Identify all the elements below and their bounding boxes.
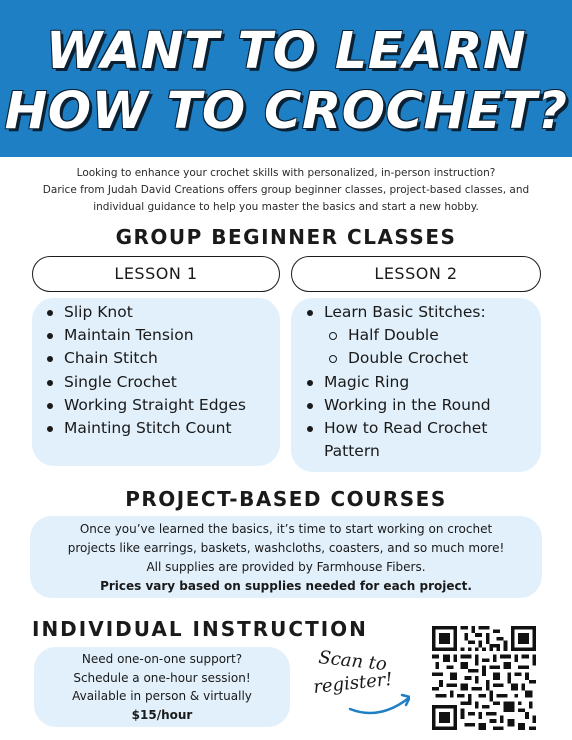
list-item: Maintain Tension bbox=[44, 324, 246, 347]
intro-line: Looking to enhance your crochet skills with personalized, in-person instruction? bbox=[76, 167, 496, 179]
list-item: Single Crochet bbox=[44, 371, 246, 394]
list-item: Working Straight Edges bbox=[44, 394, 246, 417]
project-line: projects like earrings, baskets, washcloths, coasters, and so much more! bbox=[67, 541, 505, 555]
individual-description bbox=[34, 650, 290, 724]
project-pricing-note: Prices vary based on supplies needed for each project. bbox=[100, 579, 472, 593]
intro-paragraph bbox=[10, 165, 562, 216]
project-courses-heading: PROJECT-BASED COURSES bbox=[125, 487, 447, 511]
headline-line-1: WANT TO LEARN bbox=[45, 22, 527, 81]
group-classes-heading: GROUP BEGINNER CLASSES bbox=[115, 225, 457, 249]
list-item: Mainting Stitch Count bbox=[44, 417, 246, 440]
individual-line: Need one-on-one support? bbox=[81, 652, 243, 666]
intro-line: individual guidance to help you master the basics and start a new hobby. bbox=[93, 201, 479, 213]
individual-line: Schedule a one-hour session! bbox=[73, 670, 251, 685]
sub-list-item: Double Crochet bbox=[304, 347, 491, 370]
list-item: Slip Knot bbox=[44, 301, 246, 324]
list-item: Learn Basic Stitches: bbox=[304, 301, 491, 324]
headline-line-2: HOW TO CROCHET? bbox=[4, 82, 568, 141]
sub-list-item: Half Double bbox=[304, 324, 491, 347]
project-description bbox=[30, 520, 542, 596]
individual-price: $15/hour bbox=[131, 707, 193, 722]
list-item: Magic Ring bbox=[304, 371, 491, 394]
lesson-2-tab: LESSON 2 bbox=[291, 256, 541, 292]
register-label: register! bbox=[312, 668, 394, 698]
scan-to-register-callout bbox=[310, 635, 410, 715]
lesson-1-tab: LESSON 1 bbox=[32, 256, 280, 292]
list-item-continued: Pattern bbox=[324, 442, 380, 461]
lesson-1-list bbox=[44, 301, 246, 440]
lesson-2-list bbox=[304, 301, 491, 463]
individual-line: Available in person & virtually bbox=[72, 689, 252, 703]
list-item: Working in the Round bbox=[304, 394, 491, 417]
registration-qr-code-icon[interactable] bbox=[432, 626, 536, 730]
header-banner bbox=[0, 0, 572, 157]
list-item: Chain Stitch bbox=[44, 347, 246, 370]
scan-label: Scan to bbox=[317, 647, 388, 676]
project-line: Once you’ve learned the basics, it’s time to start working on crochet bbox=[79, 522, 493, 536]
intro-line: Darice from Judah David Creations offers group beginner classes, project-based classes, and bbox=[42, 184, 530, 196]
individual-instruction-heading: INDIVIDUAL INSTRUCTION bbox=[32, 617, 368, 641]
project-line: All supplies are provided by Farmhouse Fibers. bbox=[146, 560, 426, 574]
list-item: How to Read Crochet bbox=[304, 417, 491, 440]
arrow-to-qr-icon bbox=[350, 697, 410, 713]
